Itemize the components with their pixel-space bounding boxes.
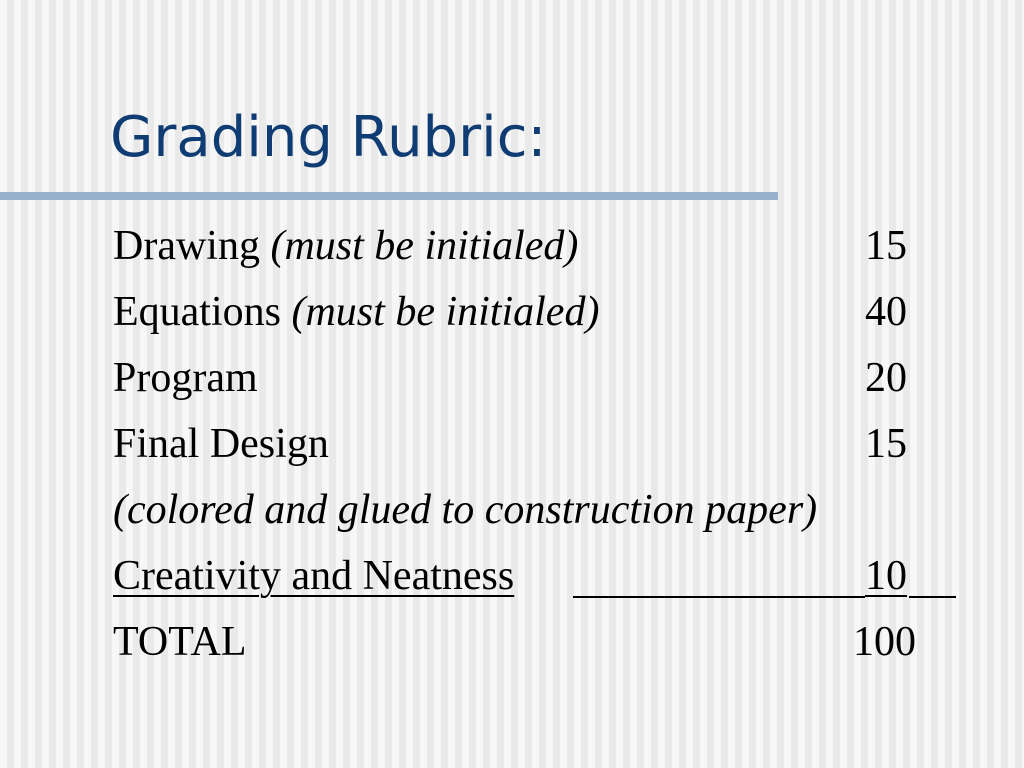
rubric-item-points: 10 xyxy=(865,553,907,599)
slide-title: Grading Rubric: xyxy=(110,105,547,170)
rubric-list xyxy=(113,218,963,680)
total-label: TOTAL xyxy=(113,619,247,665)
rubric-row-final-design-note xyxy=(113,482,963,548)
rubric-item-points: 20 xyxy=(865,355,907,401)
rubric-item-points: 15 xyxy=(865,421,907,467)
total-points: 100 xyxy=(853,619,916,665)
title-divider xyxy=(0,192,778,200)
underline-fill xyxy=(573,596,865,598)
rubric-row-creativity xyxy=(113,548,963,614)
rubric-item-name: Final Design xyxy=(113,421,329,467)
rubric-row-final-design xyxy=(113,416,963,482)
rubric-item-name: Equations xyxy=(113,289,281,335)
rubric-item-note: (colored and glued to construction paper) xyxy=(113,487,818,533)
rubric-item-name: Creativity and Neatness xyxy=(113,553,515,599)
underline-fill-trailing xyxy=(909,596,956,598)
rubric-item-name: Drawing xyxy=(113,223,260,269)
rubric-row-program xyxy=(113,350,963,416)
rubric-row-total xyxy=(113,614,963,680)
rubric-item-points: 40 xyxy=(865,289,907,335)
rubric-item-note: (must be initialed) xyxy=(270,223,579,269)
rubric-item-name: Program xyxy=(113,355,258,401)
rubric-row-drawing xyxy=(113,218,963,284)
rubric-item-note: (must be initialed) xyxy=(291,289,600,335)
rubric-item-label xyxy=(113,218,578,274)
rubric-row-equations xyxy=(113,284,963,350)
rubric-item-label xyxy=(113,284,599,340)
rubric-item-points: 15 xyxy=(865,223,907,269)
